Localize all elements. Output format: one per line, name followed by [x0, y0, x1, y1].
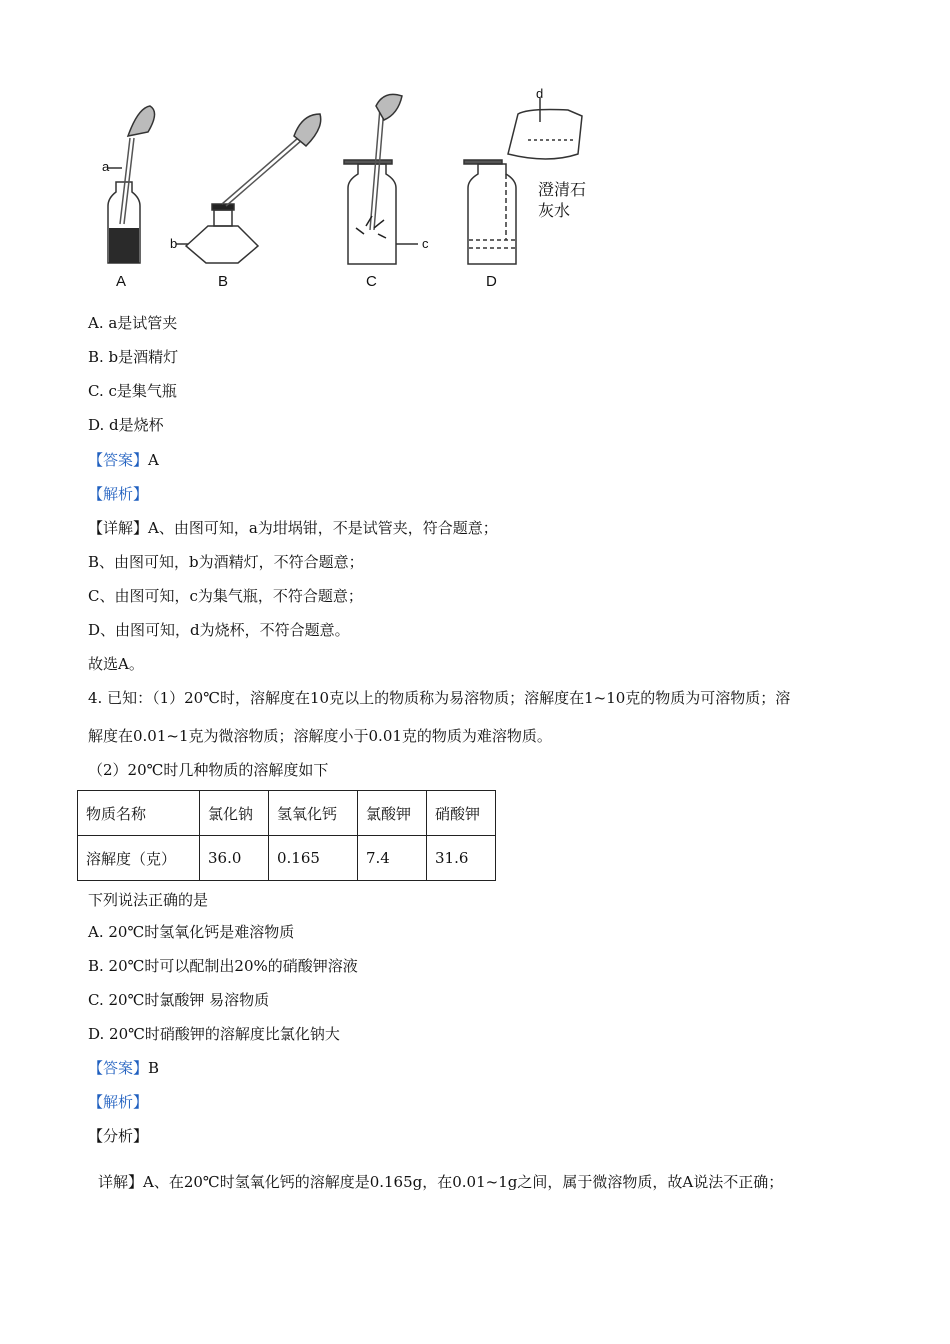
solubility-table: [77, 790, 496, 881]
q4-answer: [88, 1058, 159, 1078]
answer-value: B: [148, 1059, 160, 1077]
q4-detail-a: 详解】A、在20℃时氢氧化钙的溶解度是0.165g，在0.01~1g之间，属于微溶物质，故A说法不正确；: [98, 1173, 784, 1191]
table-cell: 氯酸钾: [358, 791, 427, 836]
table-header-row: [78, 791, 496, 836]
answer-value: A: [148, 451, 159, 469]
table-cell: 7.4: [358, 836, 427, 881]
answer-tag: 【答案】: [88, 451, 149, 469]
q4-option-c: C. 20℃时氯酸钾 易溶物质: [88, 991, 270, 1009]
table-cell: 物质名称: [78, 791, 200, 836]
table-cell: 氢氧化钙: [269, 791, 358, 836]
panel-label-a: A: [116, 273, 127, 290]
q4-stem-line1: 4. 已知：（1）20℃时，溶解度在10克以上的物质称为易溶物质；溶解度在1~10克的物质为可溶物质；溶: [88, 689, 791, 707]
label-c: c: [422, 236, 429, 251]
q3-option-b: B. b是酒精灯: [88, 348, 179, 366]
q3-option-d: D. d是烧杯: [88, 416, 164, 434]
q3-conclusion: 故选A。: [88, 655, 144, 673]
table-cell: 31.6: [427, 836, 496, 881]
q4-stem-line2: 解度在0.01~1克为微溶物质；溶解度小于0.01克的物质为难溶物质。: [88, 727, 552, 745]
label-a: a: [102, 159, 110, 174]
table-row: [78, 836, 496, 881]
table-cell: 溶解度（克）: [78, 836, 200, 881]
q3-analysis-tag: 【解析】: [88, 485, 149, 503]
lime-water-label-2: 灰水: [538, 201, 571, 220]
lime-water-label-1: 澄清石: [538, 180, 587, 199]
panel-label-c: C: [366, 273, 377, 290]
q4-option-b: B. 20℃时可以配制出20%的硝酸钾溶液: [88, 957, 358, 975]
apparatus-figure: [88, 88, 608, 293]
label-d: d: [536, 88, 544, 101]
q4-analysis-tag: 【解析】: [88, 1093, 149, 1111]
q4-stem-line3: （2）20℃时几种物质的溶解度如下: [88, 761, 329, 779]
table-cell: 36.0: [200, 836, 269, 881]
table-cell: 硝酸钾: [427, 791, 496, 836]
table-cell: 0.165: [269, 836, 358, 881]
panel-label-b: B: [218, 273, 229, 290]
panel-b-drawing: [176, 114, 321, 263]
q3-detail-a: 【详解】A、由图可知，a为坩埚钳，不是试管夹，符合题意；: [88, 519, 498, 537]
q4-option-d: D. 20℃时硝酸钾的溶解度比氯化钠大: [88, 1025, 340, 1043]
q3-answer: [88, 450, 159, 470]
panel-a-drawing: [108, 106, 155, 263]
panel-c-drawing: [344, 94, 418, 264]
q3-detail-b: B、由图可知，b为酒精灯，不符合题意；: [88, 553, 364, 571]
label-b: b: [170, 236, 178, 251]
q3-option-a: A. a是试管夹: [88, 314, 178, 332]
q3-detail-d: D、由图可知，d为烧杯，不符合题意。: [88, 621, 350, 639]
panel-label-d: D: [486, 273, 497, 290]
table-cell: 氯化钠: [200, 791, 269, 836]
answer-tag: 【答案】: [88, 1059, 149, 1077]
q4-prompt: 下列说法正确的是: [88, 891, 209, 909]
q4-fenxi-tag: 【分析】: [88, 1127, 149, 1145]
q3-detail-c: C、由图可知，c为集气瓶，不符合题意；: [88, 587, 363, 605]
q3-option-c: C. c是集气瓶: [88, 382, 177, 400]
q4-option-a: A. 20℃时氢氧化钙是难溶物质: [88, 923, 295, 941]
